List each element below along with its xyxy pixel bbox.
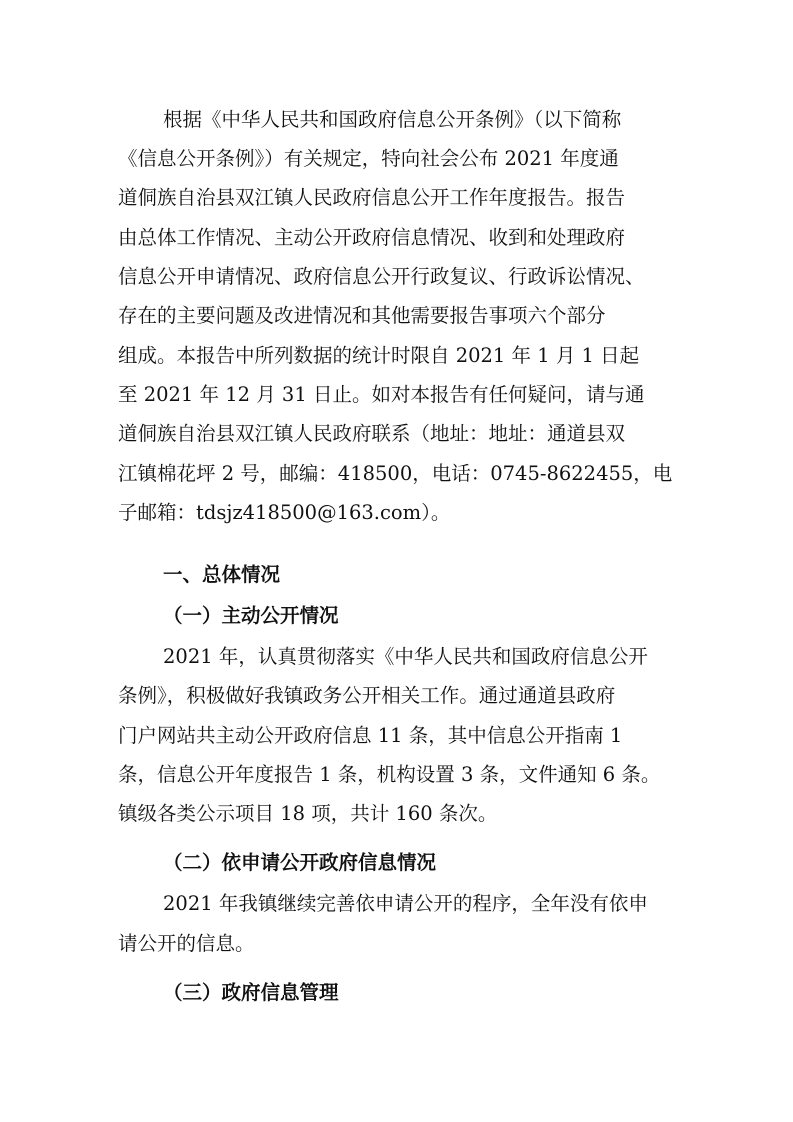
intro-line-11: 子邮箱：tdsjz418500@163.com）。 bbox=[118, 501, 451, 524]
subsection-heading-management: （三）政府信息管理 bbox=[163, 981, 339, 1004]
intro-line-9: 道侗族自治县双江镇人民政府联系（地址：地址：通道县双 bbox=[118, 422, 626, 445]
intro-line-5: 信息公开申请情况、政府信息公开行政复议、行政诉讼情况、 bbox=[118, 265, 645, 288]
subsection-heading-proactive: （一）主动公开情况 bbox=[163, 604, 339, 627]
intro-line-3: 道侗族自治县双江镇人民政府信息公开工作年度报告。报告 bbox=[118, 186, 626, 209]
subsection-heading-application: （二）依申请公开政府信息情况 bbox=[163, 851, 437, 874]
proactive-line-2: 条例》，积极做好我镇政务公开相关工作。通过通道县政府 bbox=[118, 684, 616, 707]
intro-line-1: 根据《中华人民共和国政府信息公开条例》（以下简称 bbox=[163, 108, 622, 131]
proactive-line-3: 门户网站共主动公开政府信息 11 条，其中信息公开指南 1 bbox=[118, 724, 623, 747]
intro-line-7: 组成。本报告中所列数据的统计时限自 2021 年 1 月 1 日起 bbox=[118, 344, 640, 367]
intro-line-4: 由总体工作情况、主动公开政府信息情况、收到和处理政府 bbox=[118, 226, 626, 249]
intro-line-2: 《信息公开条例》）有关规定，特向社会公布 2021 年度通 bbox=[118, 147, 619, 170]
intro-line-8: 至 2021 年 12 月 31 日止。如对本报告有任何疑问，请与通 bbox=[118, 383, 645, 406]
intro-line-6: 存在的主要问题及改进情况和其他需要报告事项六个部分 bbox=[118, 304, 606, 327]
application-line-1: 2021 年我镇继续完善依申请公开的程序，全年没有依申 bbox=[163, 892, 648, 915]
proactive-line-5: 镇级各类公示项目 18 项，共计 160 条次。 bbox=[118, 802, 498, 825]
application-line-2: 请公开的信息。 bbox=[118, 932, 255, 955]
intro-line-10: 江镇棉花坪 2 号，邮编：418500，电话：0745-8622455，电 bbox=[118, 462, 673, 485]
proactive-line-1: 2021 年，认真贯彻落实《中华人民共和国政府信息公开 bbox=[163, 645, 648, 668]
section-heading-overall: 一、总体情况 bbox=[163, 563, 281, 586]
proactive-line-4: 条，信息公开年度报告 1 条，机构设置 3 条，文件通知 6 条。 bbox=[118, 763, 661, 786]
